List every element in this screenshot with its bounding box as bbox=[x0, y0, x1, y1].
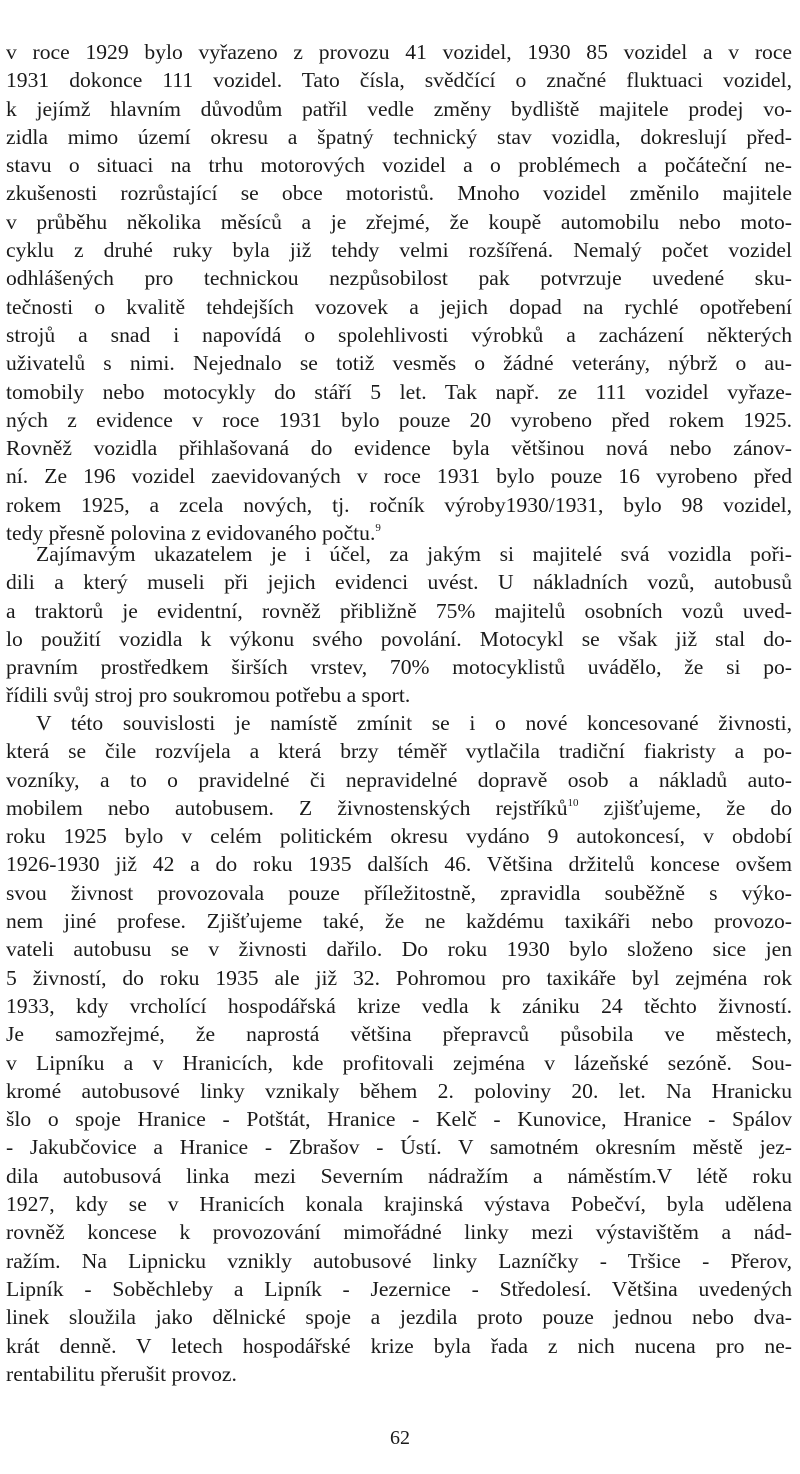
text-line: Zajímavým ukazatelem je i účel, za jakým si majitelé svá vozidla poři- bbox=[36, 542, 792, 566]
text-line bbox=[6, 794, 792, 822]
text-line: roku 1925 bylo v celém politickém okresu vydáno 9 autokoncesí, v období bbox=[6, 824, 792, 849]
text-line: vateli autobusu se v živnosti dařilo. Do roku 1930 bylo složeno sice jen bbox=[6, 937, 792, 962]
text-line: cyklu z druhé ruky byla již tehdy velmi rozšířená. Nemalý počet vozidel bbox=[6, 238, 792, 263]
text-line: Je samozřejmé, že naprostá většina přepravců působila ve městech, bbox=[6, 1022, 792, 1047]
footnote-marker: 10 bbox=[567, 796, 579, 809]
text-line: strojů a snad i napovídá o spolehlivosti výrobků a zacházení některých bbox=[6, 322, 792, 347]
text-line: stavu o situaci na trhu motorových vozidel a o problémech a počáteční ne- bbox=[6, 153, 792, 178]
text-line: zkušenosti rozrůstající se obce motoristů. Mnoho vozidel změnilo majitele bbox=[6, 181, 792, 206]
text-line: k jejímž hlavním důvodům patřil vedle změny bydliště majitele prodej vo- bbox=[6, 96, 792, 121]
text-line: pravním prostředkem širších vrstev, 70% motocyklistů uvádělo, že si po- bbox=[6, 655, 792, 680]
text-line: šlo o spoje Hranice - Potštát, Hranice - Kelč - Kunovice, Hranice - Spálov bbox=[6, 1107, 792, 1132]
page-number: 62 bbox=[390, 1427, 410, 1449]
text-line: zidla mimo území okresu a špatný technický stav vozidla, dokreslují před- bbox=[6, 124, 792, 149]
text-line: lo použití vozidla k výkonu svého povolání. Motocykl se však již stal do- bbox=[6, 626, 792, 651]
text-line: tomobily nebo motocykly do stáří 5 let. Tak např. ze 111 vozidel vyřaze- bbox=[6, 379, 792, 404]
text-line: tečnosti o kvalitě tehdejších vozovek a jejich dopad na rychlé opotřebení bbox=[6, 294, 792, 319]
text-line: rentabilitu přerušit provoz. bbox=[6, 1361, 237, 1386]
text-line-content: tedy přesně polovina z evidovaného počtu. bbox=[6, 521, 376, 546]
text-line: 5 živností, do roku 1935 ale již 32. Pohromou pro taxikáře byl zejména rok bbox=[6, 965, 792, 990]
text-line: 1931 dokonce 111 vozidel. Tato čísla, svědčící o značné fluktuaci vozidel, bbox=[6, 68, 792, 93]
text-line: a traktorů je evidentní, rovněž přibližně 75% majitelů osobních vozů uved- bbox=[6, 598, 792, 623]
text-line: odhlášených pro technickou nezpůsobilost pak potvrzuje uvedené sku- bbox=[6, 266, 792, 291]
text-line: linek sloužila jako dělnické spoje a jezdila proto pouze jednou nebo dva- bbox=[6, 1305, 792, 1330]
text-line: Rovněž vozidla přihlašovaná do evidence byla většinou nová nebo zánov- bbox=[6, 436, 792, 461]
paragraph-2 bbox=[6, 540, 792, 710]
text-line-start: mobilem nebo autobusem. Z živnostenských rejstříků bbox=[6, 795, 568, 820]
text-line: která se čile rozvíjela a která brzy téměř vytlačila tradiční fiakristy a po- bbox=[6, 739, 792, 764]
text-line: ražím. Na Lipnicku vznikly autobusové linky Lazníčky - Tršice - Přerov, bbox=[6, 1248, 792, 1273]
text-line: dila autobusová linka mezi Severním nádražím a náměstím.V létě roku bbox=[6, 1163, 792, 1188]
text-line: kromé autobusové linky vznikaly během 2. poloviny 20. let. Na Hranicku bbox=[6, 1078, 792, 1103]
text-line: Lipník - Soběchleby a Lipník - Jezernice - Středolesí. Většina uvedených bbox=[6, 1276, 792, 1301]
text-line-end: zjišťujeme, že do bbox=[578, 795, 792, 820]
text-line: svou živnost provozovala pouze příležitostně, zpravidla souběžně s výko- bbox=[6, 880, 792, 905]
text-line: rovněž koncese k provozování mimořádné linky mezi výstavištěm a nád- bbox=[6, 1220, 792, 1245]
text-line: 1927, kdy se v Hranicích konala krajinská výstava Pobečví, byla udělena bbox=[6, 1192, 792, 1217]
text-line: nem jiné profese. Zjišťujeme také, že ne každému taxikáři nebo provozo- bbox=[6, 909, 792, 934]
text-line: v roce 1929 bylo vyřazeno z provozu 41 vozidel, 1930 85 vozidel a v roce bbox=[6, 40, 792, 64]
text-line: V této souvislosti je namístě zmínit se i o nové koncesované živnosti, bbox=[36, 711, 792, 735]
text-line: krát denně. V letech hospodářské krize byla řada z nich nucena pro ne- bbox=[6, 1333, 792, 1358]
text-line: řídili svůj stroj pro soukromou potřebu a sport. bbox=[6, 683, 411, 708]
text-line: v průběhu několika měsíců a je zřejmé, že koupě automobilu nebo moto- bbox=[6, 209, 792, 234]
paragraph-3 bbox=[6, 709, 792, 1388]
footnote-marker: 9 bbox=[375, 522, 381, 535]
text-line: 1926-1930 již 42 a do roku 1935 dalších 46. Většina držitelů koncese ovšem bbox=[6, 852, 792, 877]
text-line: 1933, kdy vrcholící hospodářská krize vedla k zániku 24 těchto živností. bbox=[6, 993, 792, 1018]
text-line: uživatelů s nimi. Nejednalo se totiž vesměs o žádné veterány, nýbrž o au- bbox=[6, 351, 792, 376]
text-line: vozníky, a to o pravidelné či nepravidelné dopravě osob a nákladů auto- bbox=[6, 767, 792, 792]
paragraph-1 bbox=[6, 38, 792, 547]
text-line: dili a který museli při jejich evidenci uvést. U nákladních vozů, autobusů bbox=[6, 570, 792, 595]
text-line: ní. Ze 196 vozidel zaevidovaných v roce 1931 bylo pouze 16 vyrobeno před bbox=[6, 464, 792, 489]
text-line: rokem 1925, a zcela nových, tj. ročník výroby1930/1931, bylo 98 vozidel, bbox=[6, 492, 792, 517]
text-line: v Lipníku a v Hranicích, kde profitovali zejména v lázeňské sezóně. Sou- bbox=[6, 1050, 792, 1075]
text-line: ných z evidence v roce 1931 bylo pouze 20 vyrobeno před rokem 1925. bbox=[6, 407, 792, 432]
text-line: - Jakubčovice a Hranice - Zbrašov - Ústí. V samotném okresním městě jez- bbox=[6, 1135, 792, 1160]
